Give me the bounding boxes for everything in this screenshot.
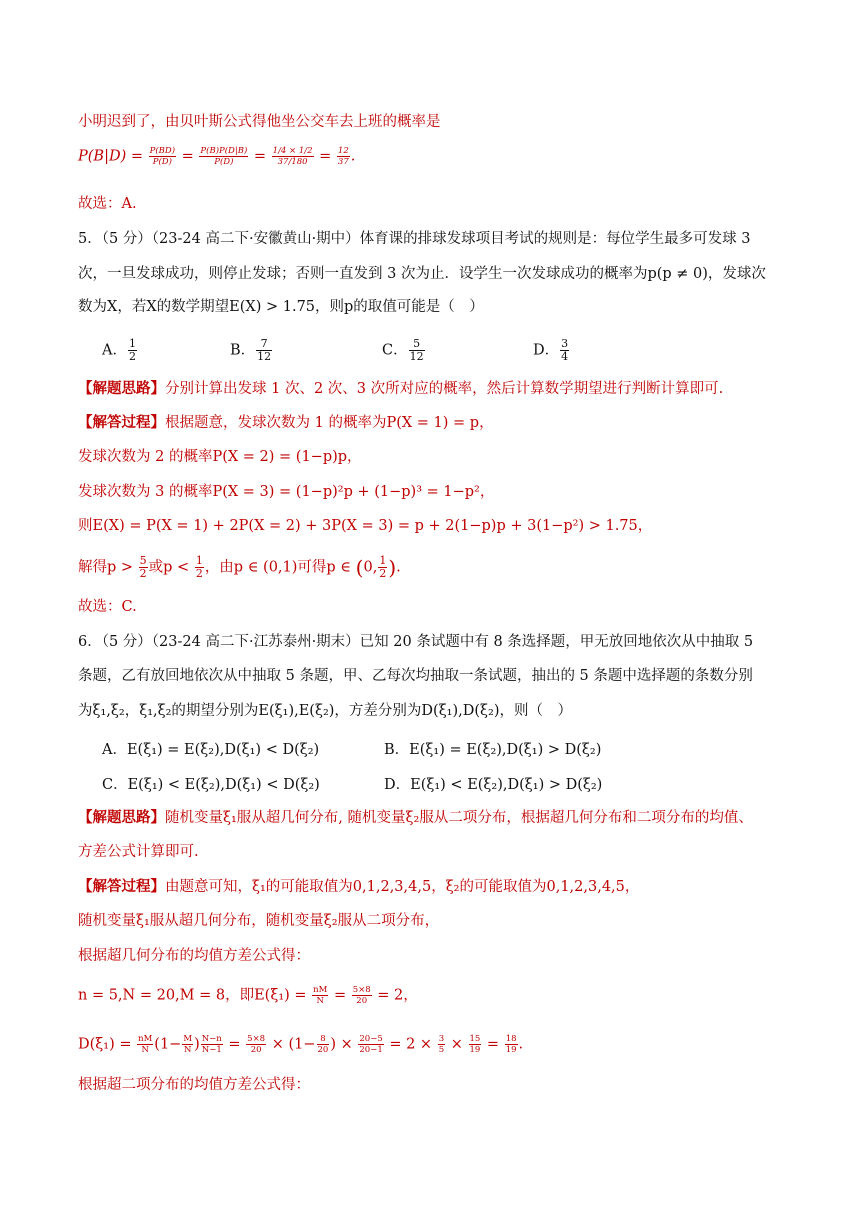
q6-option-c: C．E(ξ₁) < E(ξ₂),D(ξ₁) < D(ξ₂) [102, 777, 320, 793]
q5-option-a: A． $\frac{1}{2}$ [102, 337, 136, 363]
fraction: $\frac{P(B)P(D|B)}{P(D)}$ [200, 146, 248, 167]
q5-stem-line2: 次，一旦发球成功，则停止发球；否则一直发到 3 次为止．设学生一次发球成功的概率为p(p ≠ 0)，发球次 [78, 266, 766, 282]
prev-text-line: 小明迟到了，由贝叶斯公式得他坐公交车去上班的概率是 [78, 114, 441, 130]
q6-stem-line2: 条题，乙有放回地依次从中抽取 5 条题，甲、乙每次均抽取一条试题，抽出的 5 条题中选择题的条数分别 [78, 668, 753, 684]
q6-process-line1: 【解答过程】由题意可知，ξ₁的可能取值为0,1,2,3,4,5，ξ₂的可能取值为0,1,2,3,4,5， [78, 878, 640, 895]
q6-process-line3: 根据超几何分布的均值方差公式得： [78, 948, 310, 964]
q6-process-line6: 根据超二项分布的均值方差公式得： [78, 1077, 310, 1093]
q5-idea: 【解题思路】分别计算出发球 1 次、2 次、3 次所对应的概率，然后计算数学期望进行判断计算即可. [78, 380, 724, 397]
q6-option-d: D．E(ξ₁) < E(ξ₂),D(ξ₁) > D(ξ₂) [384, 777, 603, 793]
q6-process-line2: 随机变量ξ₁服从超几何分布，随机变量ξ₂服从二项分布， [78, 913, 440, 929]
fraction: $\frac{P(BD)}{P(D)}$ [149, 146, 176, 167]
q5-process-line3: 发球次数为 3 的概率P(X = 3) = (1−p)²p + (1−p)³ = 1−p²， [78, 484, 495, 500]
bayes-formula: P(B|D) = $\frac{P(BD)}{P(D)}$ = $\frac{P(B)P(D|B)}{P(D)}$ = $\frac{1/4 \times 1/2}{37/180}$ = $\frac{12}{37}$ . [78, 146, 356, 167]
q5-option-b: B． $\frac{7}{12}$ [230, 337, 272, 363]
q5-option-d: D． $\frac{3}{4}$ [533, 337, 569, 363]
q5-process-line1: 【解答过程】根据题意，发球次数为 1 的概率为P(X = 1) = p， [78, 414, 494, 431]
prev-answer: 故选：A. [78, 196, 137, 212]
q6-idea-line2: 方差公式计算即可. [78, 844, 199, 860]
q6-idea-line1: 【解题思路】随机变量ξ₁服从超几何分布, 随机变量ξ₂服从二项分布，根据超几何分布和二项分布的均值、 [78, 809, 753, 826]
fraction: $\frac{12}{37}$ [337, 146, 349, 167]
q5-stem-line1: 5．（5 分）（23-24 高二下·安徽黄山·期中）体育课的排球发球项目考试的规则是：每位学生最多可发球 3 [78, 231, 751, 247]
q6-option-a: A．E(ξ₁) = E(ξ₂),D(ξ₁) < D(ξ₂) [102, 742, 320, 758]
q6-variance-formula: D(ξ₁) = $\frac{nM}{N}$ (1− $\frac{M}{N}$ ) $\frac{N-n}{N-1}$ = $\frac{5\times 8}{20}$ × (1− $\frac{8}{20}$ ) × $\frac{20-5}{20-1}$ = 2 × $\frac{3}{5}$ × $\frac{15}{19}$ = $\frac{18}{19}$ . [78, 1034, 524, 1055]
q6-stem-line1: 6．（5 分）（23-24 高二下·江苏泰州·期末）已知 20 条试题中有 8 条选择题，甲无放回地依次从中抽取 5 [78, 634, 754, 650]
q5-option-c: C． $\frac{5}{12}$ [382, 337, 424, 363]
q5-answer: 故选：C. [78, 599, 137, 615]
q5-stem-line3: 数为X，若X的数学期望E(X) > 1.75，则p的取值可能是（ ） [78, 299, 484, 315]
q6-option-b: B．E(ξ₁) = E(ξ₂),D(ξ₁) > D(ξ₂) [384, 742, 602, 758]
q5-process-line5: 解得p > $\frac{5}{2}$ 或p < $\frac{1}{2}$ ，由p ∈ (0,1)可得p ∈ (0, $\frac{1}{2}$ ). [78, 554, 401, 580]
q5-process-line4: 则E(X) = P(X = 1) + 2P(X = 2) + 3P(X = 3) = p + 2(1−p)p + 3(1−p²) > 1.75， [78, 518, 653, 534]
fraction: $\frac{1/4 \times 1/2}{37/180}$ [272, 146, 313, 167]
q6-expectation-formula: n = 5,N = 20,M = 8，即E(ξ₁) = $\frac{nM}{N}$ = $\frac{5\times 8}{20}$ = 2， [78, 985, 418, 1006]
q5-process-line2: 发球次数为 2 的概率P(X = 2) = (1−p)p， [78, 449, 362, 465]
q6-stem-line3: 为ξ₁,ξ₂，ξ₁,ξ₂的期望分别为E(ξ₁),E(ξ₂)，方差分别为D(ξ₁),D(ξ₂)，则（ ） [78, 703, 573, 719]
